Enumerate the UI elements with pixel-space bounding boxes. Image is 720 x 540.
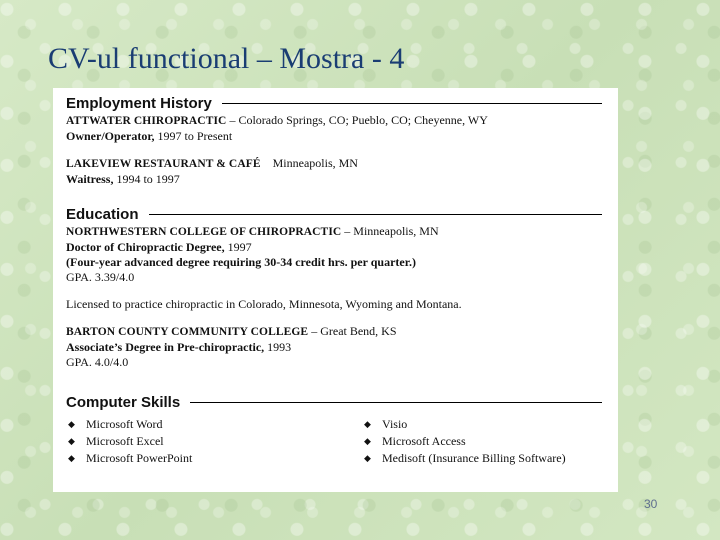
school-1-line	[66, 224, 602, 240]
skill-label: Microsoft Access	[382, 434, 466, 448]
job-1-dates: 1997 to Present	[154, 129, 233, 143]
section-rule	[190, 402, 602, 403]
school-2-degree-line	[66, 340, 602, 355]
job-2-employer: LAKEVIEW RESTAURANT & CAFÉ	[66, 158, 261, 170]
diamond-bullet-icon: ◆	[68, 453, 75, 463]
resume-document	[53, 88, 618, 492]
diamond-bullet-icon: ◆	[364, 436, 371, 446]
license-text: Licensed to practice chiropractic in Colorado, Minnesota, Wyoming and Montana.	[66, 297, 462, 311]
list-item	[364, 433, 566, 450]
school-2-gpa: GPA. 4.0/4.0	[66, 355, 129, 369]
list-item	[68, 416, 364, 433]
job-1-employer-line	[66, 113, 602, 129]
school-1-name: NORTHWESTERN COLLEGE OF CHIROPRACTIC	[66, 226, 342, 238]
job-1-employer: ATTWATER CHIROPRACTIC	[66, 115, 227, 127]
skill-label: Visio	[382, 417, 408, 431]
school-1-location: – Minneapolis, MN	[341, 224, 439, 238]
school-1-degree-line	[66, 240, 602, 255]
job-1-location: – Colorado Springs, CO; Pueblo, CO; Cheyenne, WY	[226, 113, 488, 127]
list-item	[364, 416, 566, 433]
school-1-degree: Doctor of Chiropractic Degree,	[66, 240, 225, 254]
list-item	[364, 450, 566, 467]
list-item	[68, 433, 364, 450]
job-2-location: Minneapolis, MN	[272, 156, 358, 170]
education-heading	[66, 204, 602, 224]
list-item	[68, 450, 364, 467]
education-heading-text: Education	[66, 205, 139, 223]
job-2-dates: 1994 to 1997	[113, 172, 180, 186]
school-2-location: – Great Bend, KS	[308, 324, 397, 338]
diamond-bullet-icon: ◆	[68, 436, 75, 446]
school-2-degree: Associate’s Degree in Pre-chiropractic,	[66, 340, 265, 354]
skill-label: Microsoft Word	[86, 417, 163, 431]
job-2-role: Waitress,	[66, 172, 114, 186]
page-number: 30	[644, 497, 658, 511]
employment-heading-text: Employment History	[66, 94, 212, 112]
skills-column-left	[66, 416, 364, 467]
employment-heading	[66, 93, 602, 113]
skills-column-right	[364, 416, 566, 467]
school-2-name: BARTON COUNTY COMMUNITY COLLEGE	[66, 326, 309, 338]
diamond-bullet-icon: ◆	[364, 453, 371, 463]
school-1-note: (Four-year advanced degree requiring 30-34 credit hrs. per quarter.)	[66, 255, 416, 269]
job-1-role-line	[66, 129, 602, 144]
diamond-bullet-icon: ◆	[68, 419, 75, 429]
school-2-line	[66, 324, 602, 340]
job-2-role-line	[66, 172, 602, 187]
skill-label: Medisoft (Insurance Billing Software)	[382, 451, 566, 465]
section-rule	[222, 103, 602, 104]
skills-heading-text: Computer Skills	[66, 393, 181, 411]
skills-list	[66, 416, 602, 467]
school-1-year: 1997	[224, 240, 252, 254]
school-1-gpa: GPA. 3.39/4.0	[66, 270, 135, 284]
slide-title: CV-ul functional – Mostra - 4	[48, 42, 405, 75]
skill-label: Microsoft Excel	[86, 434, 164, 448]
job-1-role: Owner/Operator,	[66, 129, 155, 143]
school-2-year: 1993	[264, 340, 292, 354]
section-rule	[149, 214, 602, 215]
skills-heading	[66, 392, 602, 412]
job-2-employer-line	[66, 156, 602, 172]
skill-label: Microsoft PowerPoint	[86, 451, 193, 465]
diamond-bullet-icon: ◆	[364, 419, 371, 429]
